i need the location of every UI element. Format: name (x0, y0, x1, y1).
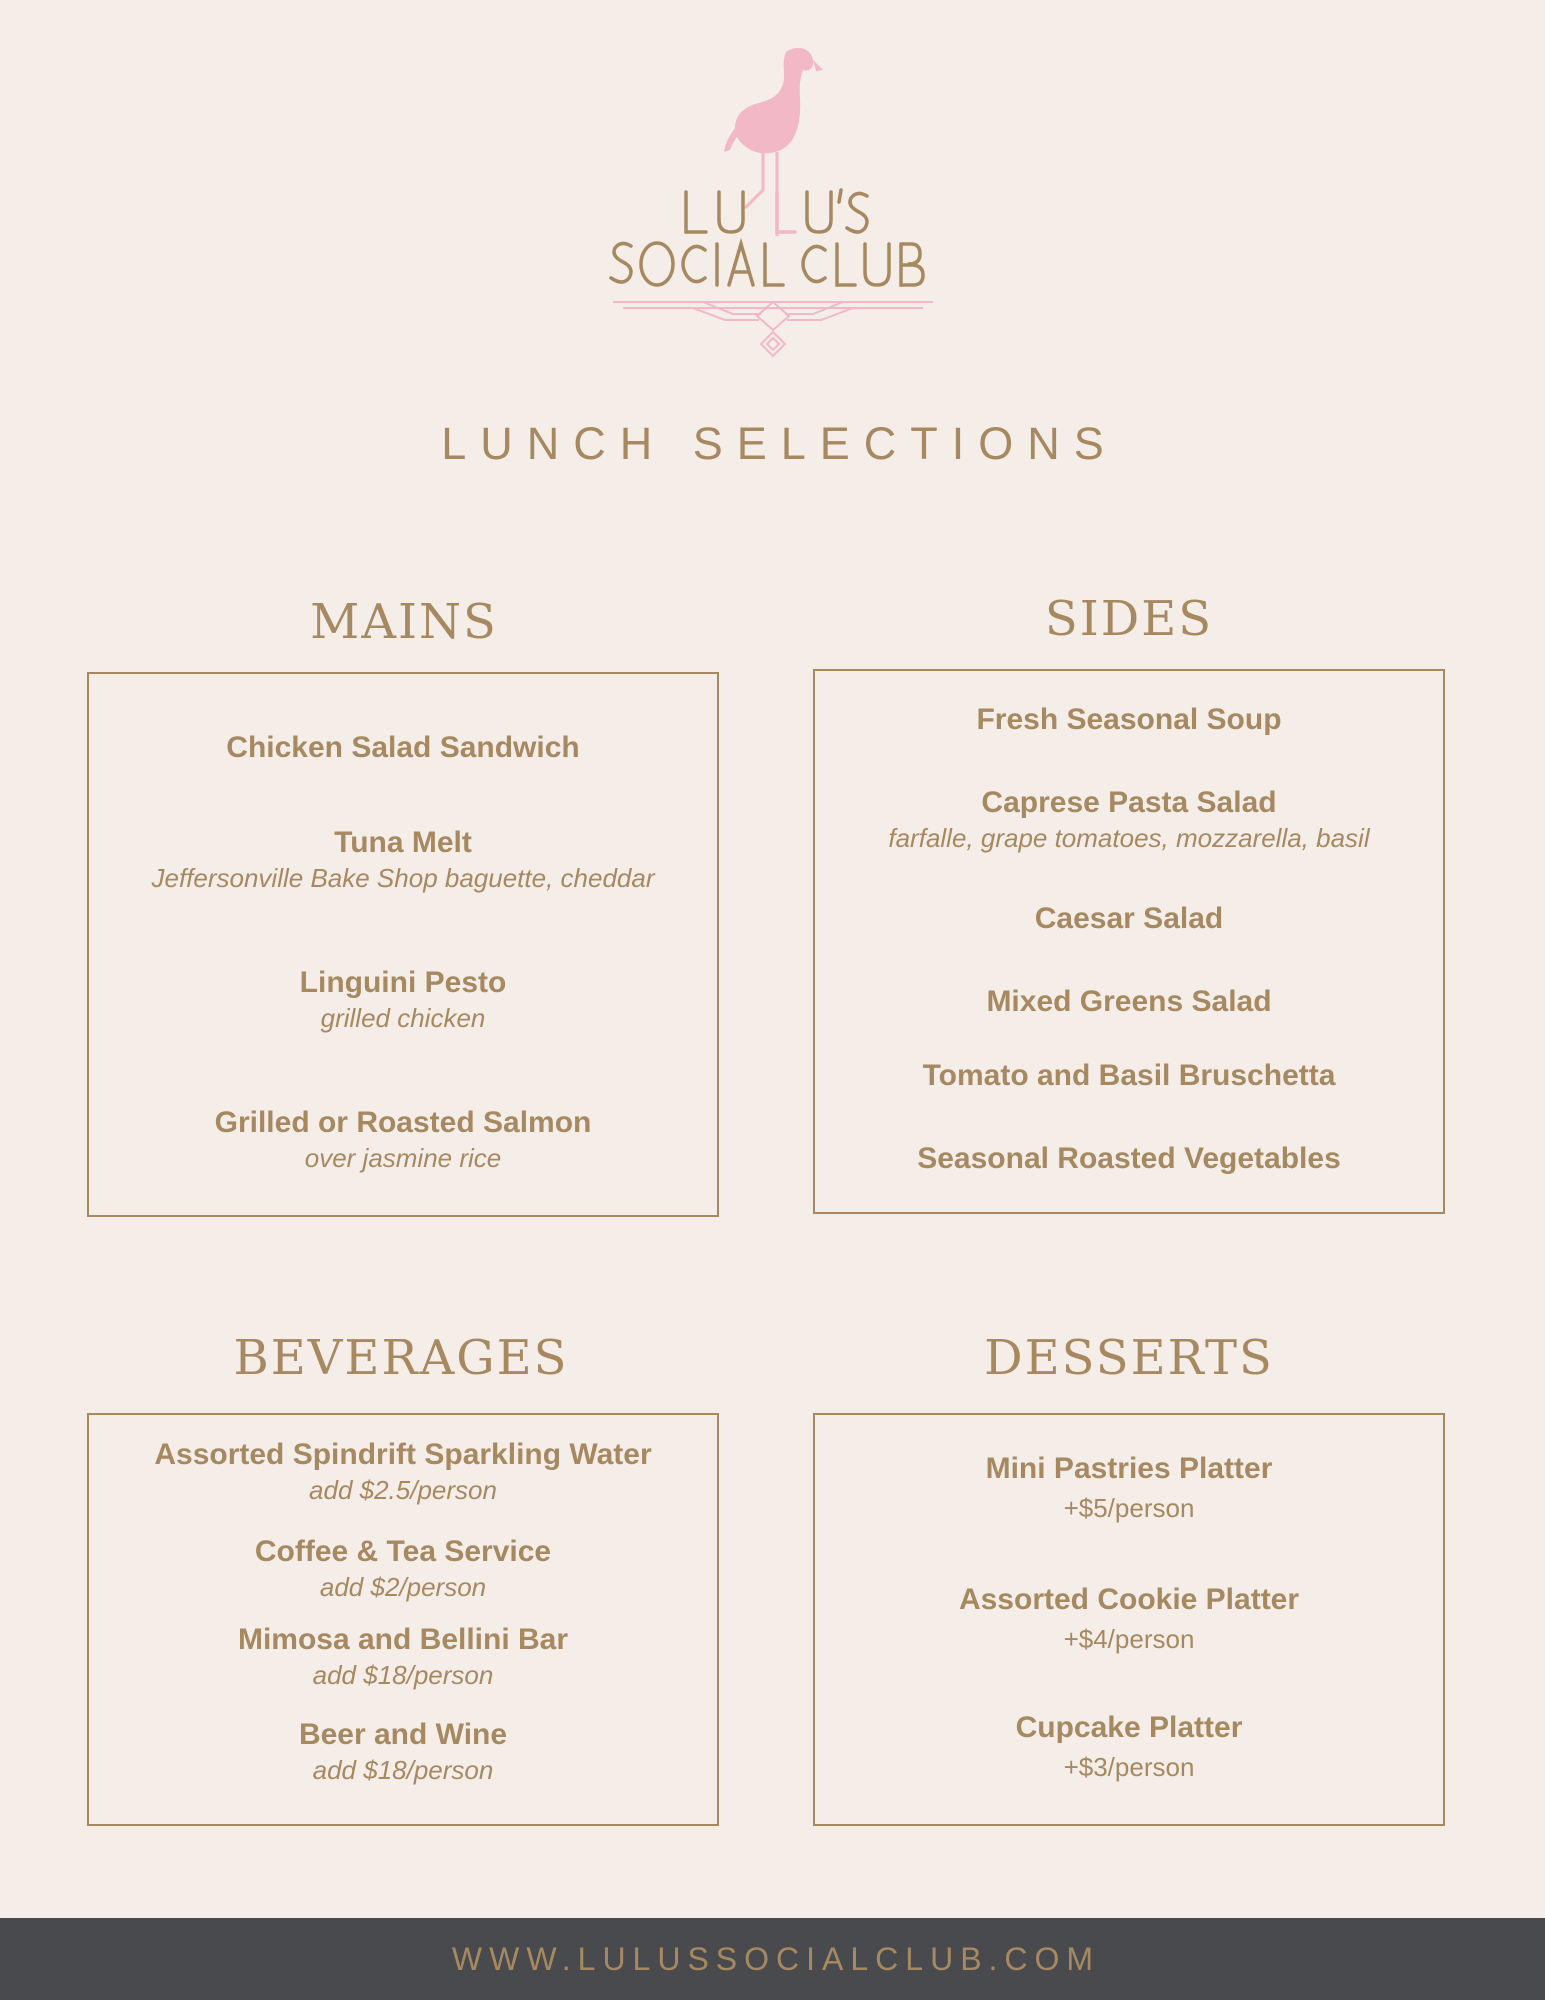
item-name: Tomato and Basil Bruschetta (922, 1059, 1336, 1092)
list-item (89, 825, 717, 895)
item-price: +$5/person (1063, 1493, 1195, 1523)
desserts-box (813, 1413, 1445, 1826)
item-name: Assorted Cookie Platter (958, 1583, 1300, 1616)
item-name: Mimosa and Bellini Bar (237, 1623, 569, 1656)
item-name: Chicken Salad Sandwich (226, 731, 580, 764)
list-item (815, 1582, 1443, 1656)
item-price: +$3/person (1063, 1752, 1195, 1782)
item-description: farfalle, grape tomatoes, mozzarella, basil (888, 823, 1370, 853)
item-name: Mini Pastries Platter (985, 1452, 1273, 1485)
list-item (89, 1534, 717, 1604)
item-name: Coffee & Tea Service (254, 1535, 552, 1568)
item-name: Seasonal Roasted Vegetables (917, 1142, 1341, 1175)
list-item (815, 1710, 1443, 1784)
item-name: Beer and Wine (298, 1718, 508, 1751)
item-price: +$4/person (1063, 1624, 1195, 1654)
list-item (89, 1717, 717, 1787)
beverages-box (87, 1413, 719, 1826)
item-name: Caprese Pasta Salad (981, 786, 1277, 819)
item-name: Grilled or Roasted Salmon (214, 1106, 592, 1139)
sides-heading: SIDES (1044, 591, 1214, 647)
item-name: Fresh Seasonal Soup (976, 703, 1282, 736)
item-description: Jeffersonville Bake Shop baguette, cheddar (151, 863, 655, 893)
page-title: LUNCH SELECTIONS (441, 418, 1118, 469)
beverages-heading: BEVERAGES (233, 1330, 569, 1386)
list-item (815, 1141, 1443, 1177)
list-item (815, 1451, 1443, 1525)
list-item (89, 1622, 717, 1692)
item-name: Cupcake Platter (1015, 1711, 1243, 1744)
desserts-heading: DESSERTS (984, 1330, 1274, 1386)
mains-heading: MAINS (310, 594, 498, 650)
website-link[interactable]: WWW.LULUSSOCIALCLUB.COM (451, 1941, 1101, 1977)
footer (0, 1918, 1545, 2000)
flamingo-icon (724, 48, 823, 154)
item-name: Mixed Greens Salad (986, 985, 1272, 1018)
item-name: Assorted Spindrift Sparkling Water (154, 1438, 652, 1471)
list-item (815, 984, 1443, 1020)
logo-wordmark (611, 190, 923, 285)
list-item (89, 965, 717, 1035)
item-name: Tuna Melt (334, 826, 472, 859)
mains-box (87, 672, 719, 1217)
item-name: Linguini Pesto (299, 966, 507, 999)
item-description: add $18/person (312, 1755, 494, 1785)
item-description: over jasmine rice (304, 1143, 502, 1173)
list-item (815, 785, 1443, 855)
list-item (89, 730, 717, 766)
list-item (89, 1105, 717, 1175)
logo (603, 40, 943, 380)
ornament (613, 302, 933, 356)
list-item (815, 901, 1443, 937)
item-name: Caesar Salad (1034, 902, 1224, 935)
list-item (815, 702, 1443, 738)
list-item (89, 1437, 717, 1507)
sides-box (813, 669, 1445, 1214)
item-description: add $18/person (312, 1660, 494, 1690)
item-description: add $2/person (319, 1572, 487, 1602)
item-description: add $2.5/person (309, 1475, 497, 1505)
list-item (815, 1058, 1443, 1094)
item-description: grilled chicken (320, 1003, 486, 1033)
